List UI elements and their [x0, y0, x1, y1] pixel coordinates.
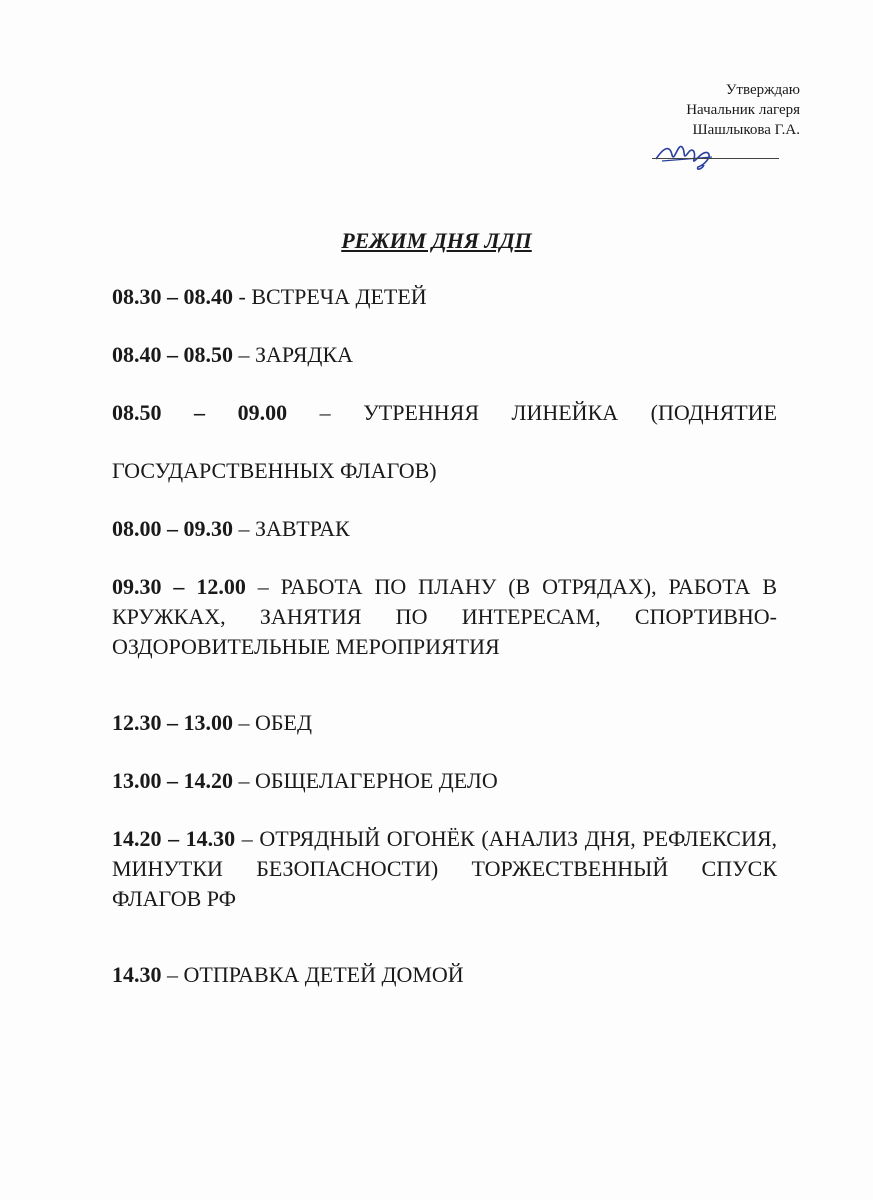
schedule-time: 13.00 – 14.20	[112, 768, 233, 793]
schedule-activity: РАБОТА ПО ПЛАНУ (В ОТРЯДАХ), РАБОТА В КРУЖКАХ, ЗАНЯТИЯ ПО ИНТЕРЕСАМ, СПОРТИВНО-ОЗДОРОВИТЕЛЬНЫЕ МЕРОПРИЯТИЯ	[112, 574, 778, 659]
schedule-separator: –	[235, 826, 260, 851]
schedule-time: 12.30 – 13.00	[112, 710, 233, 735]
schedule-activity: ОТПРАВКА ДЕТЕЙ ДОМОЙ	[183, 962, 464, 987]
schedule-activity: ЗАВТРАК	[255, 516, 350, 541]
schedule-activity: ОБЕД	[255, 710, 312, 735]
schedule-separator: –	[233, 342, 255, 367]
schedule-activity: ОТРЯДНЫЙ ОГОНЁК (АНАЛИЗ ДНЯ, РЕФЛЕКСИЯ, МИНУТКИ БЕЗОПАСНОСТИ) ТОРЖЕСТВЕННЫЙ СПУСК ФЛАГОВ РФ	[112, 826, 778, 911]
approval-line-3: Шашлыкова Г.А.	[692, 122, 800, 138]
schedule-separator: –	[245, 574, 281, 599]
schedule-separator: –	[233, 768, 255, 793]
schedule-item	[112, 282, 777, 312]
schedule-item	[112, 766, 777, 796]
schedule-separator: –	[287, 400, 364, 425]
schedule-item	[112, 398, 777, 428]
schedule-time: 08.40 – 08.50	[112, 342, 233, 367]
schedule-separator: -	[233, 284, 252, 309]
approval-line-2: Начальник лагеря	[686, 102, 800, 118]
schedule-activity: ГОСУДАРСТВЕННЫХ ФЛАГОВ)	[112, 458, 437, 483]
schedule-time: 08.00 – 09.30	[112, 516, 233, 541]
schedule-activity: ЗАРЯДКА	[255, 342, 354, 367]
schedule-time: 08.30 – 08.40	[112, 284, 233, 309]
schedule-item	[112, 708, 777, 738]
schedule-list	[112, 282, 777, 1018]
schedule-separator: –	[161, 962, 184, 987]
schedule-time: 09.30 – 12.00	[112, 574, 246, 599]
page-title: РЕЖИМ ДНЯ ЛДП	[341, 228, 532, 253]
schedule-item	[112, 824, 777, 914]
schedule-item	[112, 340, 777, 370]
schedule-time: 08.50 – 09.00	[112, 400, 288, 425]
schedule-item	[112, 514, 777, 544]
signature-line	[652, 158, 779, 159]
schedule-item	[112, 572, 777, 662]
schedule-time: 14.20 – 14.30	[112, 826, 236, 851]
schedule-activity: ОБЩЕЛАГЕРНОЕ ДЕЛО	[255, 768, 498, 793]
schedule-item	[112, 960, 777, 990]
approval-line-1: Утверждаю	[725, 82, 800, 98]
schedule-activity: УТРЕННЯЯ ЛИНЕЙКА (ПОДНЯТИЕ	[363, 400, 778, 425]
schedule-separator: –	[233, 516, 255, 541]
schedule-activity: ВСТРЕЧА ДЕТЕЙ	[251, 284, 427, 309]
schedule-separator: –	[233, 710, 255, 735]
approval-block	[640, 80, 800, 140]
schedule-time: 14.30	[112, 962, 162, 987]
schedule-item-continued	[112, 456, 777, 486]
signature-icon	[652, 137, 722, 173]
